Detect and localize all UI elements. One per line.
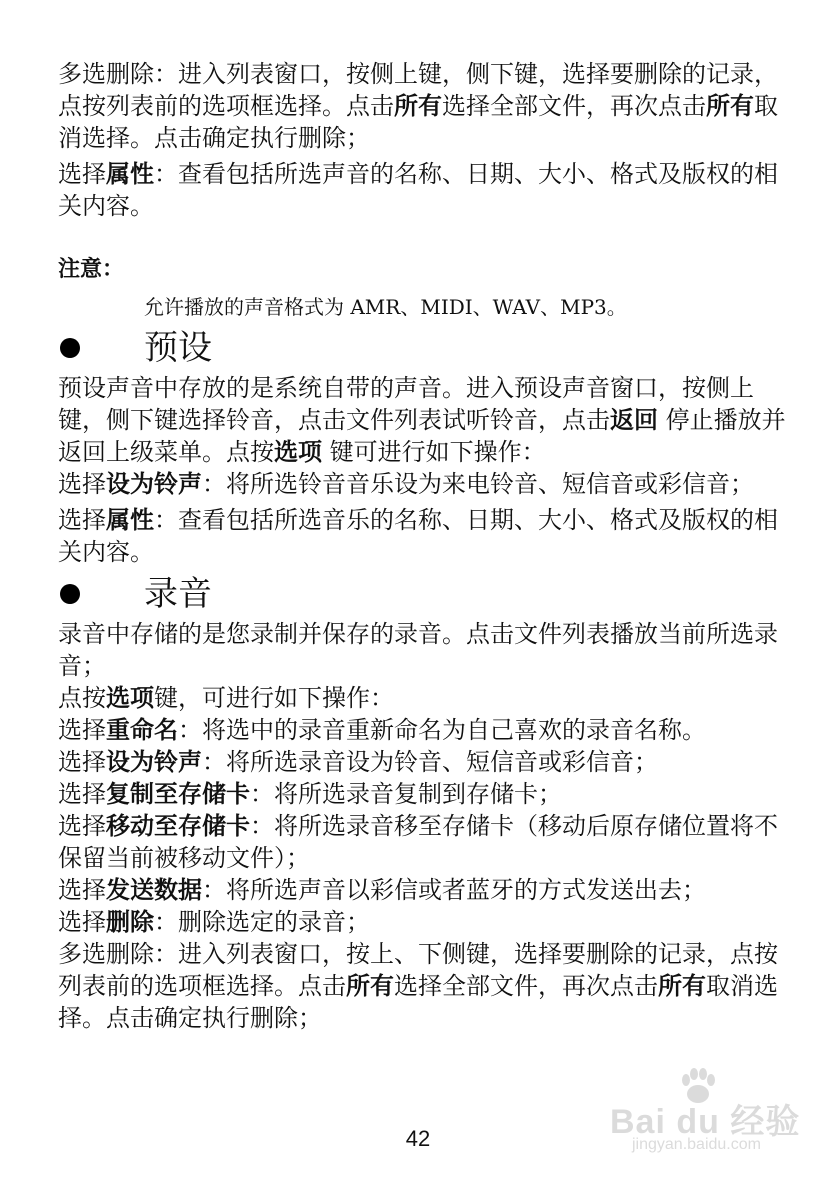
section-title: 预设 — [144, 328, 212, 368]
all-keyword: 所有 — [706, 92, 754, 120]
options-paragraph — [58, 682, 788, 714]
text: 取消选择。点击确定执行删除； — [58, 972, 778, 1032]
text: 选择 — [58, 908, 106, 936]
text: ：将所选录音设为铃音、短信音或彩信音； — [202, 748, 658, 776]
properties-paragraph — [58, 158, 788, 222]
text: 多选删除：进入列表窗口，按上、下侧键，选择要删除的记录，点按列表前的选项框选择。点击 — [58, 940, 778, 1000]
text: ：查看包括所选音乐的名称、日期、大小、格式及版权的相关内容。 — [58, 506, 778, 566]
move-to-card-keyword: 移动至存储卡 — [106, 812, 250, 840]
rename-keyword: 重命名 — [106, 716, 178, 744]
text: 选择 — [58, 812, 106, 840]
text: 键，可进行如下操作： — [154, 684, 394, 712]
copy-to-card-paragraph — [58, 778, 788, 810]
text: 选择 — [58, 716, 106, 744]
bullet-icon — [60, 584, 80, 604]
text: 取消选择。点击确定执行删除； — [58, 92, 778, 152]
text: 键可进行如下操作： — [322, 438, 546, 466]
text: 选择全部文件，再次点击 — [394, 972, 658, 1000]
all-keyword: 所有 — [346, 972, 394, 1000]
preset-intro-paragraph — [58, 372, 788, 468]
properties-keyword: 属性 — [106, 160, 154, 188]
set-ringtone-keyword: 设为铃声 — [106, 748, 202, 776]
text: 选择 — [58, 160, 106, 188]
options-keyword: 选项 — [106, 684, 154, 712]
set-ringtone-keyword: 设为铃声 — [106, 470, 202, 498]
multi-delete-paragraph — [58, 938, 788, 1034]
text: ：将所选录音移至存储卡（移动后原存储位置将不保留当前被移动文件）； — [58, 812, 778, 872]
watermark-brand: Bai du 经验 — [610, 1103, 801, 1141]
delete-paragraph — [58, 906, 788, 938]
text: 选择 — [58, 780, 106, 808]
section-heading-preset — [58, 326, 788, 370]
bullet-icon — [60, 338, 80, 358]
note-title: 注意： — [58, 257, 125, 282]
text: ：查看包括所选声音的名称、日期、大小、格式及版权的相关内容。 — [58, 160, 778, 220]
set-ringtone-paragraph — [58, 746, 788, 778]
preset-properties-paragraph — [58, 504, 788, 568]
manual-page — [58, 58, 788, 1034]
text: 选择 — [58, 506, 106, 534]
move-to-card-paragraph — [58, 810, 788, 874]
back-keyword: 返回 — [610, 406, 658, 434]
recording-intro-paragraph: 录音中存储的是您录制并保存的录音。点击文件列表播放当前所选录音； — [58, 620, 778, 680]
multi-delete-paragraph — [58, 58, 788, 154]
all-keyword: 所有 — [658, 972, 706, 1000]
section-title: 录音 — [144, 574, 212, 614]
text: 多选删除：进入列表窗口，按侧上键，侧下键，选择要删除的记录，点按列表前的选项框选择。点击 — [58, 60, 778, 120]
note-body: 允许播放的声音格式为 AMR、MIDI、WAV、MP3。 — [144, 295, 627, 319]
note-block — [58, 254, 788, 322]
text: 选择全部文件，再次点击 — [442, 92, 706, 120]
all-keyword: 所有 — [394, 92, 442, 120]
text: 选择 — [58, 748, 106, 776]
set-ringtone-paragraph — [58, 468, 788, 500]
text: 点按 — [58, 684, 106, 712]
rename-paragraph — [58, 714, 788, 746]
text: 停止播放并返回上级菜单。点按 — [58, 406, 786, 466]
page-number: 42 — [405, 1126, 431, 1151]
delete-keyword: 删除 — [106, 908, 154, 936]
text: ：将所选声音以彩信或者蓝牙的方式发送出去； — [202, 876, 706, 904]
text: ：删除选定的录音； — [154, 908, 370, 936]
section-heading-recording — [58, 572, 788, 616]
text: ：将所选录音复制到存储卡； — [250, 780, 562, 808]
text: ：将选中的录音重新命名为自己喜欢的录音名称。 — [178, 716, 706, 744]
text: 选择 — [58, 470, 106, 498]
properties-keyword: 属性 — [106, 506, 154, 534]
text: 选择 — [58, 876, 106, 904]
options-keyword: 选项 — [274, 438, 322, 466]
text: ：将所选铃音音乐设为来电铃音、短信音或彩信音； — [202, 470, 754, 498]
copy-to-card-keyword: 复制至存储卡 — [106, 780, 250, 808]
send-data-keyword: 发送数据 — [106, 876, 202, 904]
watermark-url: jingyan.baidu.com — [632, 1136, 761, 1153]
text: 预设声音中存放的是系统自带的声音。进入预设声音窗口，按侧上键，侧下键选择铃音，点击文件列表试听铃音，点击 — [58, 374, 754, 434]
send-data-paragraph — [58, 874, 788, 906]
